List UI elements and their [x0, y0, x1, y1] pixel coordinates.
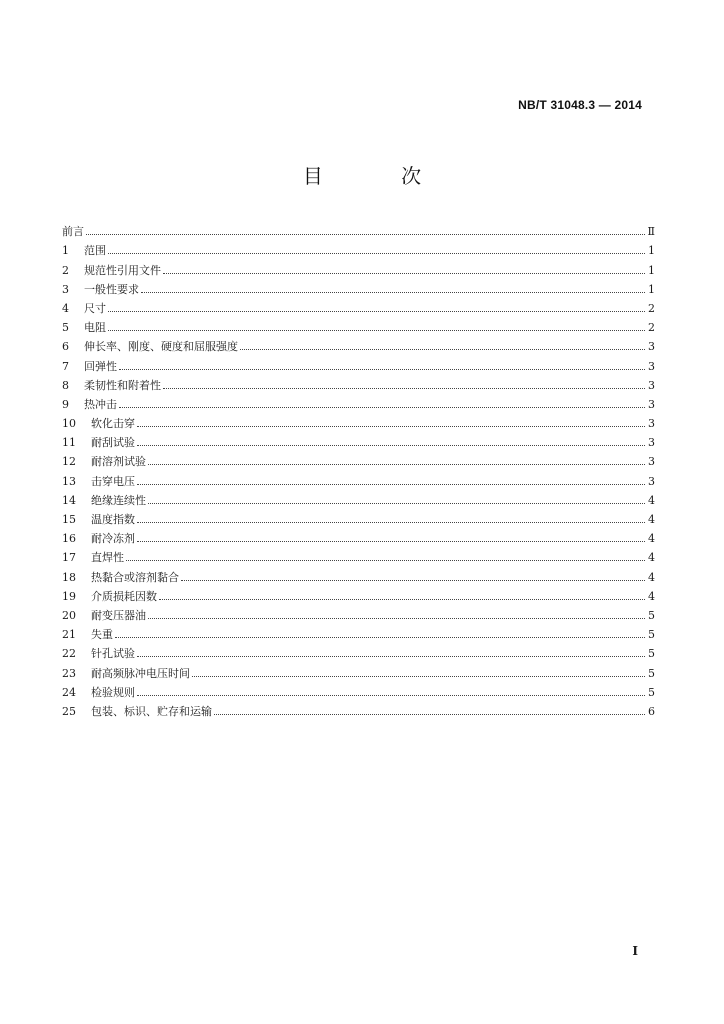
page-number: I: [632, 944, 638, 958]
dot-leader: [148, 618, 645, 619]
toc-entry-title: 耐冷冻剂: [91, 532, 135, 546]
dot-leader: [86, 234, 645, 235]
toc-entry[interactable]: [62, 412, 655, 431]
toc-entry-page: 1: [648, 282, 655, 296]
toc-entry-title: 热冲击: [84, 397, 117, 411]
toc-entry-number: 8: [62, 378, 69, 392]
toc-entry-page: 6: [648, 704, 655, 718]
toc-entry-number: 16: [62, 532, 76, 546]
dot-leader: [119, 369, 645, 370]
dot-leader: [137, 426, 645, 427]
table-of-contents: [62, 220, 655, 719]
toc-entry-page: 3: [648, 417, 655, 431]
toc-entry-page: 4: [648, 551, 655, 565]
toc-entry-number: 14: [62, 493, 76, 507]
toc-entry-title: 规范性引用文件: [84, 263, 161, 277]
toc-entry[interactable]: [62, 623, 655, 642]
toc-entry-page: 5: [648, 647, 655, 661]
toc-entry-title: 击穿电压: [91, 474, 135, 488]
dot-leader: [159, 599, 645, 600]
dot-leader: [141, 292, 645, 293]
dot-leader: [214, 714, 645, 715]
toc-entry[interactable]: [62, 393, 655, 412]
toc-entry[interactable]: [62, 681, 655, 700]
dot-leader: [137, 445, 645, 446]
toc-entry-number: 19: [62, 589, 76, 603]
toc-entry-page: 5: [648, 685, 655, 699]
toc-entry-page: 5: [648, 608, 655, 622]
toc-entry[interactable]: [62, 585, 655, 604]
toc-entry-page: 4: [648, 513, 655, 526]
toc-entry-title: 耐溶剂试验: [91, 455, 146, 469]
toc-entry[interactable]: [62, 527, 655, 546]
toc-entry-number: 9: [62, 397, 69, 411]
dot-leader: [115, 637, 645, 638]
toc-entry-number: 15: [62, 513, 76, 526]
toc-entry-number: 2: [62, 263, 69, 277]
standard-number: NB/T 31048.3 — 2014: [518, 98, 642, 112]
toc-entry-number: 11: [62, 436, 76, 450]
dot-leader: [137, 541, 645, 542]
toc-entry-title: 耐刮试验: [91, 436, 135, 450]
toc-entry[interactable]: [62, 239, 655, 258]
toc-entry-title: 热黏合或溶剂黏合: [91, 570, 179, 584]
dot-leader: [137, 695, 645, 696]
toc-entry-page: 3: [648, 397, 655, 411]
page-title: 目 次: [302, 164, 458, 188]
toc-entry[interactable]: [62, 661, 655, 680]
toc-entry-page: 2: [648, 321, 655, 335]
dot-leader: [137, 484, 645, 485]
toc-entry-title: 直焊性: [91, 551, 124, 565]
toc-entry-title: 包装、标识、贮存和运输: [91, 704, 212, 718]
toc-entry-number: 22: [62, 647, 76, 661]
toc-entry[interactable]: [62, 220, 655, 239]
toc-entry[interactable]: [62, 431, 655, 450]
toc-entry-title: 介质损耗因数: [91, 589, 157, 603]
toc-entry-page: 4: [648, 589, 655, 603]
toc-entry-number: 5: [62, 321, 69, 335]
dot-leader: [108, 311, 645, 312]
dot-leader: [192, 676, 645, 677]
toc-entry-number: 1: [62, 244, 69, 258]
toc-entry-title: 检验规则: [91, 685, 135, 699]
toc-entry-title: 耐变压器油: [91, 608, 146, 622]
toc-entry-title: 温度指数: [91, 513, 135, 526]
toc-entry-page: 3: [648, 378, 655, 392]
toc-entry-page: 4: [648, 532, 655, 546]
toc-entry-number: 25: [62, 704, 76, 718]
dot-leader: [181, 580, 645, 581]
toc-entry-page: Ⅱ: [647, 225, 655, 239]
toc-entry-number: 17: [62, 551, 76, 565]
toc-entry-page: 4: [648, 570, 655, 584]
dot-leader: [163, 273, 645, 274]
dot-leader: [108, 253, 645, 254]
toc-entry-title: 失重: [91, 628, 113, 642]
toc-entry-page: 3: [648, 436, 655, 450]
toc-entry[interactable]: [62, 354, 655, 373]
dot-leader: [126, 560, 645, 561]
dot-leader: [137, 656, 645, 657]
toc-entry-page: 3: [648, 359, 655, 373]
toc-entry-page: 5: [648, 666, 655, 680]
toc-entry-number: 20: [62, 608, 76, 622]
toc-entry-title: 柔韧性和附着性: [84, 378, 161, 392]
toc-entry-page: 3: [648, 340, 655, 354]
toc-entry-page: 2: [648, 301, 655, 315]
toc-entry[interactable]: [62, 508, 655, 527]
toc-entry[interactable]: [62, 450, 655, 469]
toc-entry-number: 12: [62, 455, 76, 469]
dot-leader: [148, 503, 645, 504]
toc-entry-title: 前言: [62, 225, 84, 239]
toc-entry-page: 3: [648, 474, 655, 488]
toc-entry-number: 21: [62, 628, 76, 642]
toc-entry[interactable]: [62, 700, 655, 719]
toc-entry[interactable]: [62, 489, 655, 508]
toc-entry-title: 耐高频脉冲电压时间: [91, 666, 190, 680]
toc-entry-title: 回弹性: [84, 359, 117, 373]
toc-entry-page: 4: [648, 493, 655, 507]
toc-entry-number: 18: [62, 570, 76, 584]
toc-entry[interactable]: [62, 278, 655, 297]
toc-entry-number: 24: [62, 685, 76, 699]
toc-entry[interactable]: [62, 258, 655, 277]
toc-entry[interactable]: [62, 297, 655, 316]
toc-entry-title: 电阻: [84, 321, 106, 335]
dot-leader: [240, 349, 645, 350]
toc-entry-page: 1: [648, 263, 655, 277]
toc-entry[interactable]: [62, 316, 655, 335]
toc-entry-number: 13: [62, 474, 76, 488]
toc-entry-title: 软化击穿: [91, 417, 135, 431]
dot-leader: [137, 522, 645, 523]
toc-entry-number: 23: [62, 666, 76, 680]
toc-entry-number: 4: [62, 301, 69, 315]
toc-entry[interactable]: [62, 642, 655, 661]
toc-entry[interactable]: [62, 604, 655, 623]
dot-leader: [163, 388, 645, 389]
toc-entry-title: 一般性要求: [84, 282, 139, 296]
toc-entry[interactable]: [62, 565, 655, 584]
toc-entry-page: 5: [648, 628, 655, 642]
toc-entry[interactable]: [62, 374, 655, 393]
toc-entry-page: 1: [648, 244, 655, 258]
toc-entry-number: 3: [62, 282, 69, 296]
toc-entry-page: 3: [648, 455, 655, 469]
dot-leader: [108, 330, 645, 331]
toc-entry-title: 伸长率、刚度、硬度和屈服强度: [84, 340, 238, 354]
toc-entry-title: 绝缘连续性: [91, 493, 146, 507]
toc-entry-title: 尺寸: [84, 301, 106, 315]
toc-entry-title: 范围: [84, 244, 106, 258]
dot-leader: [119, 407, 645, 408]
toc-entry-number: 10: [62, 417, 76, 431]
toc-entry-number: 7: [62, 359, 69, 373]
dot-leader: [148, 464, 645, 465]
toc-entry[interactable]: [62, 335, 655, 354]
toc-entry-number: 6: [62, 340, 69, 354]
toc-entry[interactable]: [62, 469, 655, 488]
toc-entry-title: 针孔试验: [91, 647, 135, 661]
toc-entry[interactable]: [62, 546, 655, 565]
